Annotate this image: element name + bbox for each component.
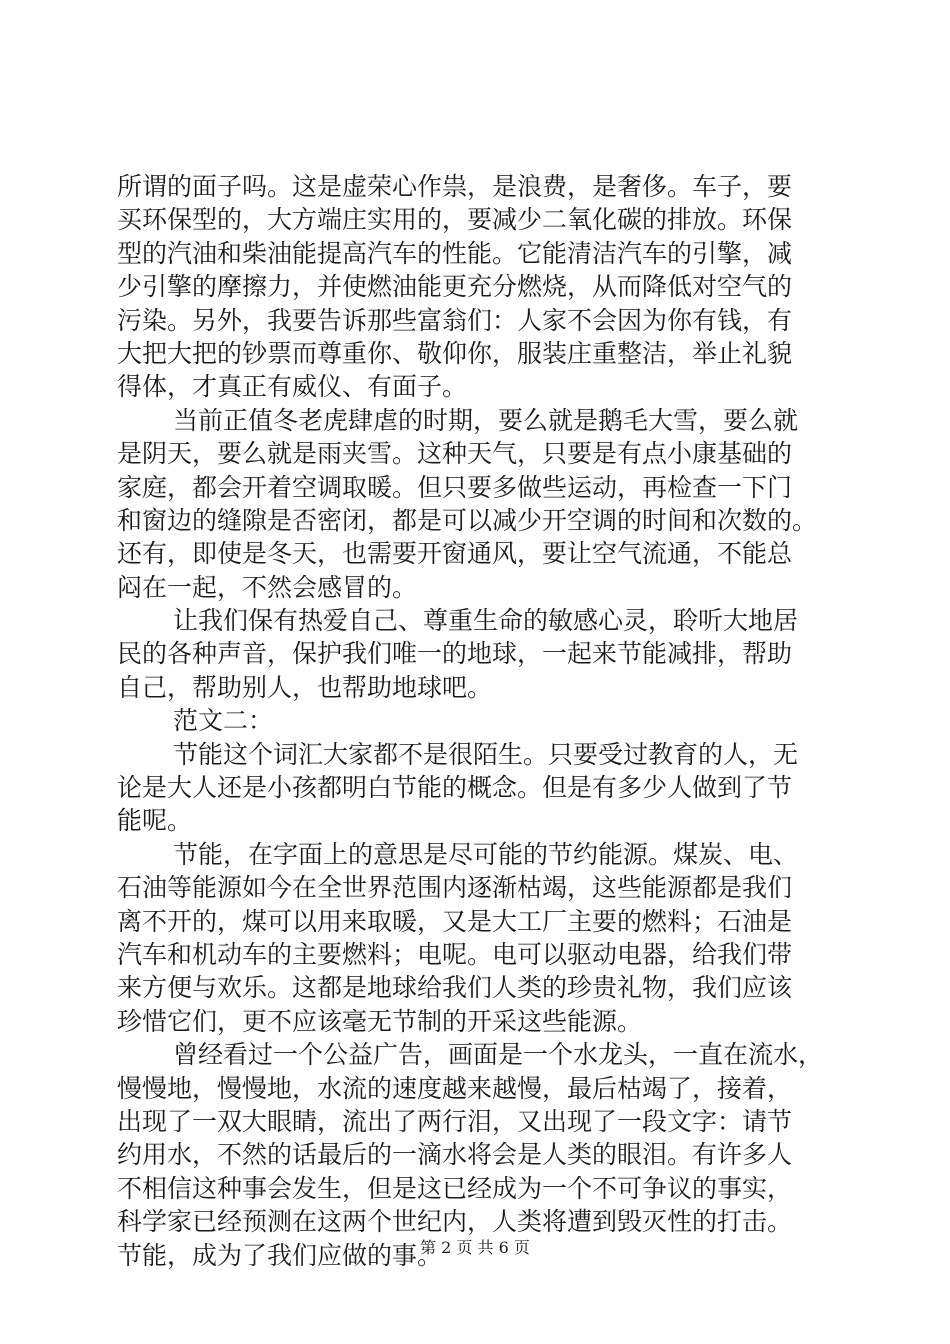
text-line: 得体，才真正有威仪、有面子。	[117, 372, 468, 402]
text-line: 污染。另外，我要告诉那些富翁们：人家不会因为你有钱，有	[117, 305, 793, 335]
paragraph-start-line: 曾经看过一个公益广告，画面是一个水龙头，一直在流水，	[173, 1040, 824, 1070]
text-line: 珍惜它们，更不应该毫无节制的开采这些能源。	[117, 1006, 643, 1036]
text-line: 闷在一起，不然会感冒的。	[117, 572, 418, 602]
text-line: 家庭，都会开着空调取暖。但只要多做些运动，再检查一下门	[117, 472, 793, 502]
body-text	[117, 170, 833, 1272]
text-line: 出现了一双大眼睛，流出了两行泪，又出现了一段文字：请节	[117, 1106, 793, 1136]
paragraph-start-line: 节能这个词汇大家都不是很陌生。只要受过教育的人，无	[173, 739, 799, 769]
text-line: 慢慢地，慢慢地，水流的速度越来越慢，最后枯竭了，接着，	[117, 1073, 793, 1103]
text-line: 买环保型的，大方端庄实用的，要减少二氧化碳的排放。环保	[117, 205, 793, 235]
text-line: 型的汽油和柴油能提高汽车的性能。它能清洁汽车的引擎，减	[117, 238, 793, 268]
text-line: 自己，帮助别人，也帮助地球吧。	[117, 672, 493, 702]
paragraph-start-line: 节能，在字面上的意思是尽可能的节约能源。煤炭、电、	[173, 839, 799, 869]
paragraph-start-line: 让我们保有热爱自己、尊重生命的敏感心灵，聆听大地居	[173, 606, 799, 636]
text-line: 科学家已经预测在这两个世纪内，人类将遭到毁灭性的打击。	[117, 1207, 793, 1237]
text-line: 大把大把的钞票而尊重你、敬仰你，服装庄重整洁，举止礼貌	[117, 338, 793, 368]
text-line: 汽车和机动车的主要燃料；电呢。电可以驱动电器，给我们带	[117, 939, 793, 969]
text-line: 不相信这种事会发生，但是这已经成为一个不可争议的事实，	[117, 1173, 793, 1203]
text-line: 所谓的面子吗。这是虚荣心作祟，是浪费，是奢侈。车子，要	[117, 172, 793, 201]
text-line: 节能，成为了我们应做的事。	[117, 1240, 443, 1270]
text-line: 离不开的，煤可以用来取暖，又是大工厂主要的燃料；石油是	[117, 906, 793, 936]
text-line: 少引擎的摩擦力，并使燃油能更充分燃烧，从而降低对空气的	[117, 272, 793, 302]
text-line: 石油等能源如今在全世界范围内逐渐枯竭，这些能源都是我们	[117, 873, 793, 903]
text-line: 来方便与欢乐。这都是地球给我们人类的珍贵礼物，我们应该	[117, 973, 793, 1003]
paragraph-start-line: 当前正值冬老虎肆虐的时期，要么就是鹅毛大雪，要么就	[173, 405, 799, 435]
section-heading: 范文二：	[173, 706, 274, 736]
page-number-footer: 第 2 页 共 6 页	[420, 1238, 530, 1257]
text-line: 约用水，不然的话最后的一滴水将会是人类的眼泪。有许多人	[117, 1140, 793, 1170]
text-line: 民的各种声音，保护我们唯一的地球，一起来节能减排，帮助	[117, 639, 793, 669]
text-line: 和窗边的缝隙是否密闭，都是可以减少开空调的时间和次数的。	[117, 505, 818, 535]
text-line: 能呢。	[117, 806, 193, 836]
text-line: 还有，即使是冬天，也需要开窗通风，要让空气流通，不能总	[117, 539, 793, 569]
text-line: 论是大人还是小孩都明白节能的概念。但是有多少人做到了节	[117, 773, 793, 803]
text-line: 是阴天，要么就是雨夹雪。这种天气，只要是有点小康基础的	[117, 439, 793, 469]
